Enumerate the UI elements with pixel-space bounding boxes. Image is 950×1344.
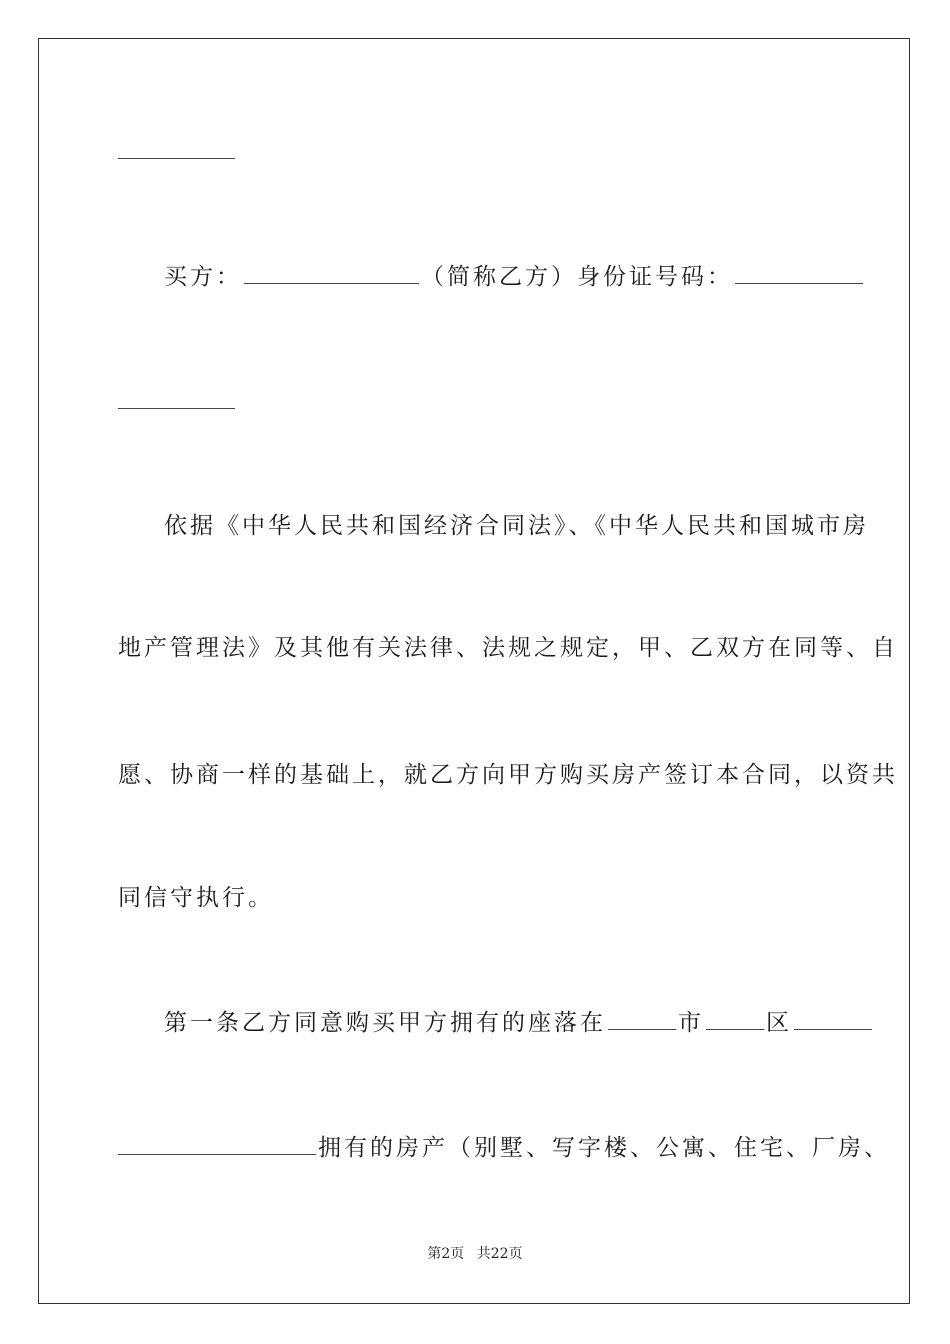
buyer-name-blank [244, 261, 419, 284]
buyer-line [164, 261, 865, 292]
article-1-line-2 [118, 1132, 890, 1163]
page-footer [0, 1244, 950, 1264]
city-blank [608, 1007, 676, 1030]
basis-paragraph-line-3: 愿、协商一样的基础上，就乙方向甲方购买房产签订本合同，以资共 [118, 762, 898, 788]
district-blank [706, 1007, 764, 1030]
basis-paragraph-line-1: 依据《中华人民共和国经济合同法》、《中华人民共和国城市房 [164, 513, 869, 539]
article-1-continuation: 拥有的房产（别墅、写字楼、公寓、住宅、厂房、 [318, 1135, 890, 1161]
buyer-id-blank [735, 261, 863, 284]
page-frame [38, 38, 910, 1304]
address-blank [794, 1007, 872, 1030]
basis-paragraph-line-2: 地产管理法》及其他有关法律、法规之规定，甲、乙双方在同等、自 [118, 635, 898, 661]
blank-line-id-cont [118, 408, 235, 409]
blank-line-top [118, 158, 235, 159]
buyer-label: 买方： [164, 264, 242, 290]
article-1-prefix: 第一条乙方同意购买甲方拥有的座落在 [164, 1010, 606, 1036]
district-label: 区 [766, 1010, 792, 1036]
city-label: 市 [678, 1010, 704, 1036]
basis-paragraph-line-4: 同信守执行。 [118, 885, 274, 911]
page-number: 第2页 [427, 1246, 465, 1262]
total-pages: 共22页 [476, 1246, 523, 1262]
article-1-line-1 [164, 1007, 874, 1038]
owner-blank [118, 1132, 316, 1155]
buyer-short-label: （简称乙方）身份证号码： [421, 264, 733, 290]
